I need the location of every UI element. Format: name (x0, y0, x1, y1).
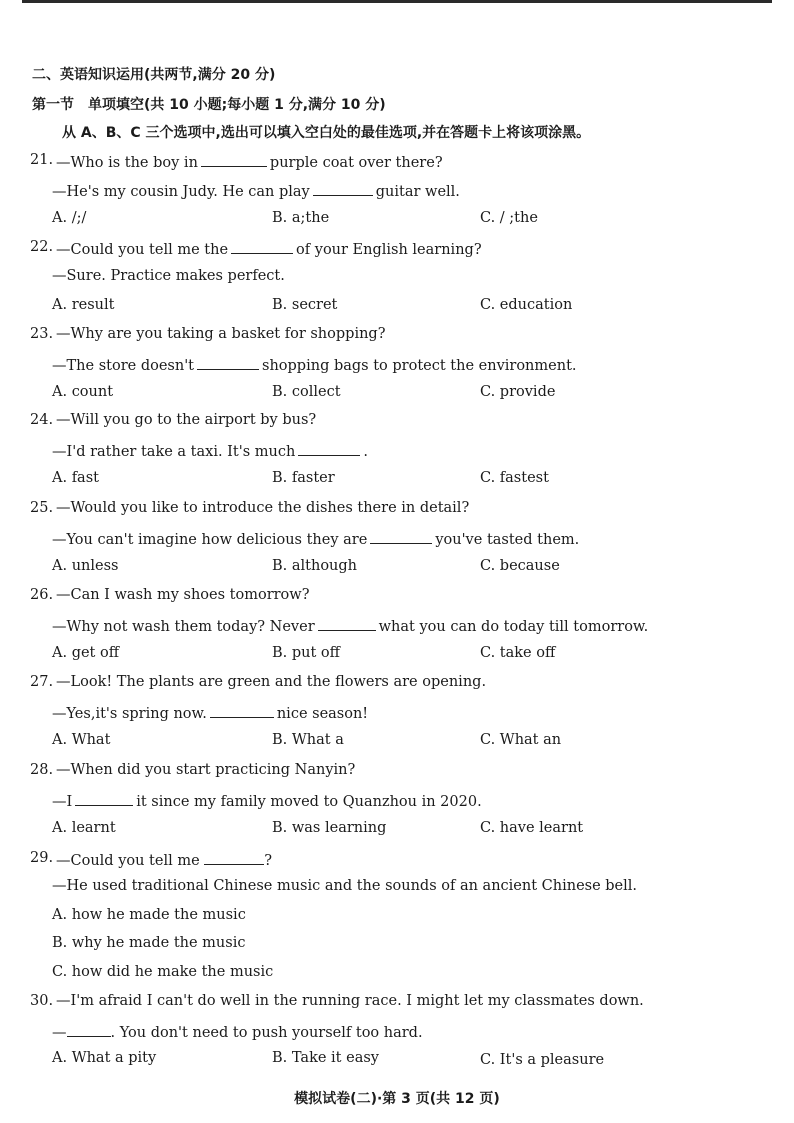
question-text: —He's my cousin Judy. He can play (52, 184, 310, 200)
answer-blank (313, 181, 373, 196)
question-line-1 (56, 762, 355, 778)
option-c: C. provide (480, 384, 556, 400)
question-line-1 (56, 674, 486, 690)
question-text: —Why are you taking a basket for shopping? (56, 326, 386, 342)
option-c: C. fastest (480, 470, 549, 486)
question-line-1 (56, 152, 443, 171)
question-text: —You can't imagine how delicious they are (52, 532, 368, 548)
question-text: —Could you tell me the (56, 242, 229, 258)
section-title: 二、英语知识运用(共两节,满分 20 分) (32, 67, 276, 83)
question-line-2 (52, 529, 579, 548)
option-b: B. why he made the music (52, 935, 246, 951)
question-text: it since my family moved to Quanzhou in 2020. (136, 794, 482, 810)
question-line-2 (52, 616, 648, 635)
option-b: B. What a (272, 732, 344, 748)
option-a: A. unless (52, 558, 119, 574)
question-number: 21. (30, 152, 54, 168)
option-a: A. /;/ (52, 210, 87, 226)
question-text: —Who is the boy in (56, 155, 198, 171)
answer-blank (231, 239, 293, 254)
question-line-1 (56, 412, 316, 428)
question-line-2 (52, 268, 285, 284)
option-c: C. It's a pleasure (480, 1052, 605, 1068)
question-text: you've tasted them. (435, 532, 580, 548)
option-b: B. was learning (272, 820, 387, 836)
question-line-1: —I'm afraid I can't do well in the running race. I might let my classmates down. (56, 993, 644, 1009)
option-c: C. What an (480, 732, 562, 748)
question-text: —Sure. Practice makes perfect. (52, 268, 285, 284)
question-text: —Could you tell me (56, 853, 200, 869)
question-line-2 (52, 355, 577, 374)
answer-blank (197, 355, 259, 370)
question-line-1 (56, 326, 385, 342)
question-text: —Will you go to the airport by bus? (56, 412, 317, 428)
question-number: 27. (30, 674, 54, 690)
option-b: B. a;the (272, 210, 330, 226)
answer-blank (201, 152, 267, 167)
question-text: —The store doesn't (52, 358, 195, 374)
option-a: A. fast (52, 470, 99, 486)
instruction-text: 从 A、B、C 三个选项中,选出可以填入空白处的最佳选项,并在答题卡上将该项涂黑。 (62, 125, 591, 141)
question-line-2 (52, 181, 460, 200)
answer-blank (298, 441, 360, 456)
option-a: A. What a pity (52, 1050, 157, 1066)
question-text: —Would you like to introduce the dishes there in detail? (56, 500, 470, 516)
question-number: 29. (30, 850, 54, 866)
option-c: C. take off (480, 645, 556, 661)
question-text: shopping bags to protect the environment. (262, 358, 577, 374)
question-number: 24. (30, 412, 54, 428)
question-text: —Can I wash my shoes tomorrow? (56, 587, 310, 603)
question-text: guitar well. (375, 184, 460, 200)
question-line-1 (56, 500, 469, 516)
question-line-1 (56, 239, 482, 258)
answer-blank (370, 529, 432, 544)
question-line-2 (52, 1022, 423, 1041)
question-line-2 (52, 703, 368, 722)
question-text: . (363, 444, 368, 460)
question-text: —I'd rather take a taxi. It's much (52, 444, 296, 460)
question-text: —Yes,it's spring now. (52, 706, 207, 722)
page-footer: 模拟试卷(二)·第 3 页(共 12 页) (294, 1091, 500, 1107)
option-c: C. education (480, 297, 573, 313)
option-c: C. how did he make the music (52, 964, 274, 980)
question-number: 22. (30, 239, 54, 255)
question-line-2 (52, 791, 482, 810)
option-c: C. have learnt (480, 820, 584, 836)
option-b: B. collect (272, 384, 341, 400)
option-a: A. how he made the music (52, 907, 246, 923)
option-b: B. although (272, 558, 358, 574)
question-text: —When did you start practicing Nanyin? (56, 762, 356, 778)
question-text: . You don't need to push yourself too hard. (110, 1025, 423, 1041)
answer-blank (204, 850, 264, 865)
question-text: —I (52, 794, 73, 810)
question-text: —Why not wash them today? Never (52, 619, 315, 635)
subsection-title: 第一节 单项填空(共 10 小题;每小题 1 分,满分 10 分) (32, 97, 386, 113)
option-b: B. secret (272, 297, 338, 313)
option-b: B. put off (272, 645, 340, 661)
top-border-rule (22, 0, 772, 3)
question-number: 28. (30, 762, 54, 778)
question-line-2: —He used traditional Chinese music and the sounds of an ancient Chinese bell. (52, 878, 638, 894)
answer-blank (75, 791, 133, 806)
question-number: 30. (30, 993, 54, 1009)
question-text: of your English learning? (296, 242, 482, 258)
question-number: 25. (30, 500, 54, 516)
answer-blank (210, 703, 274, 718)
option-c: C. / ;the (480, 210, 538, 226)
question-text: — (52, 1025, 67, 1041)
question-text: purple coat over there? (269, 155, 443, 171)
option-b: B. Take it easy (272, 1050, 379, 1066)
option-c: C. because (480, 558, 560, 574)
question-text: ? (264, 853, 273, 869)
answer-blank (67, 1022, 111, 1037)
option-a: A. learnt (52, 820, 116, 836)
answer-blank (318, 616, 376, 631)
option-a: A. What (52, 732, 111, 748)
question-text: —Look! The plants are green and the flowers are opening. (56, 674, 487, 690)
question-number: 26. (30, 587, 54, 603)
question-line-1 (56, 850, 272, 869)
option-b: B. faster (272, 470, 335, 486)
question-number: 23. (30, 326, 54, 342)
question-text: what you can do today till tomorrow. (378, 619, 649, 635)
question-line-1 (56, 587, 309, 603)
question-text: nice season! (276, 706, 369, 722)
question-line-2 (52, 441, 368, 460)
option-a: A. get off (52, 645, 120, 661)
option-a: A. count (52, 384, 114, 400)
option-a: A. result (52, 297, 115, 313)
